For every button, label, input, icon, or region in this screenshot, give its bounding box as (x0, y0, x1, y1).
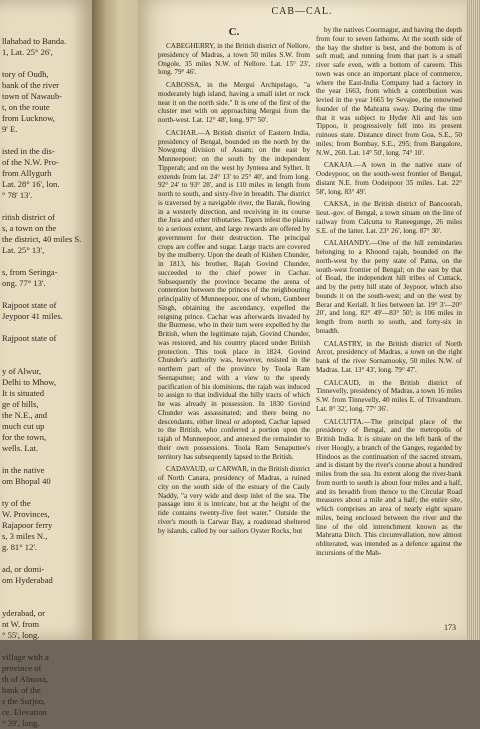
left-page-line: Rajapoor ferry (2, 520, 53, 530)
left-page-line (0, 58, 81, 69)
column-b-entries (316, 26, 462, 558)
left-page-line: s, a town on the (2, 223, 57, 233)
left-page-line: yderabad, or (2, 608, 45, 618)
left-page-line: g. 81° 12'. (2, 542, 38, 552)
left-page-line: Delhi to Mhow, (2, 377, 57, 387)
left-page-line: Jeypoor 41 miles. (2, 311, 63, 321)
left-page-line (0, 553, 81, 564)
left-page-line: bank of the river (2, 80, 60, 90)
left-page-line: for the town, (2, 432, 47, 442)
gazetteer-entry: by the natives Coormagur, and having the depth from four to seven fathoms. At the south side of the bay the shelter is best, and the bottom is of soft mud; and running from that part is a small river safe even, with a bottom of careem. This town was once an important place of commerce, where the East-India Company had a factory in the year 1663, from which a contribution was levied in the year 1665 by Sevajee, the renowned founder of the Mahratta sway. During the time that it was subject to Hyder Ali and his son Tippoo, it progressively fell into its present ruinous state. Distance direct from Goa, S.E., 50 miles; from Bombay, S.E., 295; from Bangalore, N.W., 260. Lat. 14° 50', long. 74° 10'. (316, 26, 462, 157)
left-page-line: wells. Lat. (2, 443, 39, 453)
gazetteer-entry: CADAVAUD, or CARWAR, in the British district of North Canara, presidency of Madras, a ruined city on the south side of the estuary of the Cauly Naddy, "a very wide and deep inlet of the sea. The passage into it is intricate, but at the height of the tide contains twenty-five feet water." Outside the river's mouth is Carwar Bay, a roadstead sheltered by islands, called by our sailors Oyster Rocks, but (158, 465, 310, 535)
left-page-line: from Lucknow, (2, 113, 55, 123)
book-gutter (92, 0, 138, 640)
left-page-line: nt W. from (2, 619, 40, 629)
left-page-line: om Bhopal 40 (2, 476, 51, 486)
left-page-line: ° 78' 13'. (2, 190, 33, 200)
section-letter: C. (228, 26, 240, 38)
left-page-line: the district, 40 miles S. (2, 234, 82, 244)
left-page-line: the N.E., and (2, 410, 48, 420)
left-page-line: ritish district of (2, 212, 55, 222)
page-number: 173 (444, 623, 456, 632)
left-page-text (0, 36, 81, 729)
gazetteer-entry: CALCUTTA.—The principal place of the presidency of Bengal, and the metropolis of British India. It is situate on the left bank of the river Hoogly, a branch of the Ganges, regarded by Hindoos as the continuation of the sacred stream, and is distant by the river's course about a hundred miles from the sea. Its extent along the river-bank from north to south is about four miles and a half, and its breadth from thence to the Circular Road measures about a mile and a half; the entire site, which comprises an area of nearly eight square miles, being enclosed between the river and the line of the old intrenchment known as the Mahratta Ditch. This circumvallation, now almost obliterated, was intended as a defence against the incursions of the Mah- (316, 417, 462, 557)
left-page-line: isted in the dis- (2, 146, 55, 156)
page-edges (466, 0, 480, 640)
running-header: CAB—CAL. (271, 6, 333, 17)
left-page-line (0, 322, 81, 333)
left-page-line: om Hyderabad (2, 575, 53, 585)
left-page-line (0, 487, 81, 498)
left-page-line (0, 454, 81, 465)
left-page-line: 9' E. (2, 124, 18, 134)
left-page-line: It is situated (2, 388, 45, 398)
left-page-line: t, on the route (2, 102, 50, 112)
left-page-line: ad, or domi- (2, 564, 45, 574)
right-page (138, 0, 466, 640)
left-page-line: Lat. 25° 13', (2, 245, 45, 255)
left-page-line: bank of the (2, 685, 41, 695)
left-page-line (0, 641, 81, 652)
left-page-line: W. Provinces, (2, 509, 50, 519)
book-binding (0, 0, 138, 728)
left-page-line (0, 355, 81, 366)
left-page-line: ° 55', long. (2, 630, 40, 640)
left-page (0, 0, 92, 728)
left-page-line (0, 289, 81, 300)
left-page-line: ty of the (2, 498, 31, 508)
left-page-line: th of Almora, (2, 674, 49, 684)
left-page-line: in the native (2, 465, 45, 475)
left-page-line (0, 256, 81, 267)
gazetteer-entry: CAKAJA.—A town in the native state of Oodeypoor, on the south-west frontier of Bengal, distant N.E. from Oodeipoor 35 miles. Lat. 22° 58', long. 83° 49'. (316, 161, 462, 196)
left-page-line: s, from Seringa- (2, 267, 58, 277)
left-page-line: s, 3 miles N., (2, 531, 48, 541)
left-page-line (0, 344, 81, 355)
gazetteer-entry: CALASTRY, in the British district of North Arcot, presidency of Madras, a town on the right bank of the river Sornamooky, 50 miles N.W. of Madras. Lat. 13° 43', long. 79° 47'. (316, 339, 462, 374)
left-page-line: Rajpoot state of (2, 300, 57, 310)
left-page-line: of the N.W. Pro- (2, 157, 59, 167)
left-page-line: Rajpoot state of (2, 333, 57, 343)
gazetteer-entry: CALAHANDY.—One of the hill zemindaries belonging to a Khoond rajah, bounded on the north-west by the petty state of Patna, on the south-west frontier of Bengal; on the east by that of Boad, the independent hill tribes of Cuttack, and by the petty hill state of Jeypoor, which also bounds it on the south-west; and on the west by Berar and Keriall. It lies between lat. 19° 3'—20° 20', and long. 82° 49'—83° 50'; is 106 miles in length from north to south, and forty-six in breadth. (316, 239, 462, 335)
left-page-line: province of (2, 663, 42, 673)
column-a-entries (158, 42, 310, 535)
left-page-line (0, 201, 81, 212)
left-page-line: ge of hills, (2, 399, 39, 409)
left-page-line (0, 586, 81, 597)
left-page-line: llahabad to Banda. (2, 36, 67, 46)
left-page-line: y of Alwur, (2, 366, 42, 376)
left-page-line: ong. 77° 13'. (2, 278, 46, 288)
left-page-line: 1, Lat. 25° 26', (2, 47, 53, 57)
gazetteer-entry: CAKSA, in the British district of Bancoorah, lieut.-gov. of Bengal, a town situate on the line of railway from Calcutta to Raneegunge, 26 miles S.E. of the latter. Lat. 23° 26', long. 87° 30'. (316, 200, 462, 235)
left-page-line: Lat. 28° 16', lon. (2, 179, 60, 189)
left-page-line: tory of Oudh, (2, 69, 49, 79)
column-b (316, 26, 462, 562)
left-page-line: village with a (2, 652, 49, 662)
gazetteer-entry: CABOSSA, in the Mergui Archipelago, "a moderately high island, having a small islet or rock near it on the north side." It is one of the first of the cluster met with on approaching Mergui from the north-west. Lat. 12° 48', long. 97° 50'. (158, 81, 310, 124)
gazetteer-entry: CACHAR.—A British district of Eastern India, presidency of Bengal, bounded on the north by the Nowgong division of Assam; on the east by Munneepoor; on the south by the independent Tipperah; and on the west by Jynteea and Sylhet. It extends from lat. 24° 13' to 25° 40', and from long. 92° 24' to 93° 28', and is 110 miles in length from north to south, and sixty-five in breadth. The district is traversed by a navigable river, the Barak, flowing in a westerly direction, and receiving in its course the Jura and other tributaries. Tigers infest the plains to a serious extent, and large rewards are offered by government for their destruction. The principal crops are coffee and sugar. Large tracts are covered by the mulberry. Upon the death of Kishen Chunder, in 1813, his brother, Rajah Govind Chunder, succeeded to the chief power in Cachar. Subsequently the province became the arena of contention between the princes of the neighbouring principality of Munneepoor, one of whom, Gumbeer Singh, obtaining the ascendancy, expelled the reigning prince. Cachar was afterwards invaded by the Burmese, who in their turn were expelled by the British, when the legitimate rajah, Govind Chunder, was restored, and his country placed under British protection. This took place in 1824. Govind Chunder's authority was, however, resisted in the northern part of the province by Toola Ram Seenaputtee; and with a view to the speedy pacification of his dominions, the rajah was induced to assign to that individual the hilly tracts of which he was already in possession. In 1830 Govind Chunder was assassinated; and there being no descendants, either lineal or adopted, Cachar lapsed to the British, who conferred a portion upon the rajah of Munneepoor, and annexed the remainder to their own possessions. Toola Ram Senaputtee's territory has subsequently lapsed to the British. (158, 128, 310, 461)
left-page-line (0, 597, 81, 608)
left-page-line: from Allygurh (2, 168, 52, 178)
left-page-line: town of Nawaub- (2, 91, 63, 101)
gazetteer-entry: CABEGHERRY, in the British district of Nellore, presidency of Madras, a town 50 miles S.W. from Ongole, 35 miles N.W. of Nellore. Lat. 15° 23', long. 79° 46'. (158, 42, 310, 77)
left-page-line (0, 135, 81, 146)
left-page-line: much cut up (2, 421, 45, 431)
gazetteer-entry: CALCAUD, in the British district of Tinnevelly, presidency of Madras, a town 16 miles S.W. from Tinnevelly, 40 miles E. of Trivandrum. Lat. 8° 32', long. 77° 36'. (316, 378, 462, 413)
left-page-line: ce. Elevation (2, 707, 47, 717)
left-page-line: s the Surjoo, (2, 696, 46, 706)
column-a (158, 26, 310, 539)
left-page-line: ° 39', long. (2, 718, 40, 728)
